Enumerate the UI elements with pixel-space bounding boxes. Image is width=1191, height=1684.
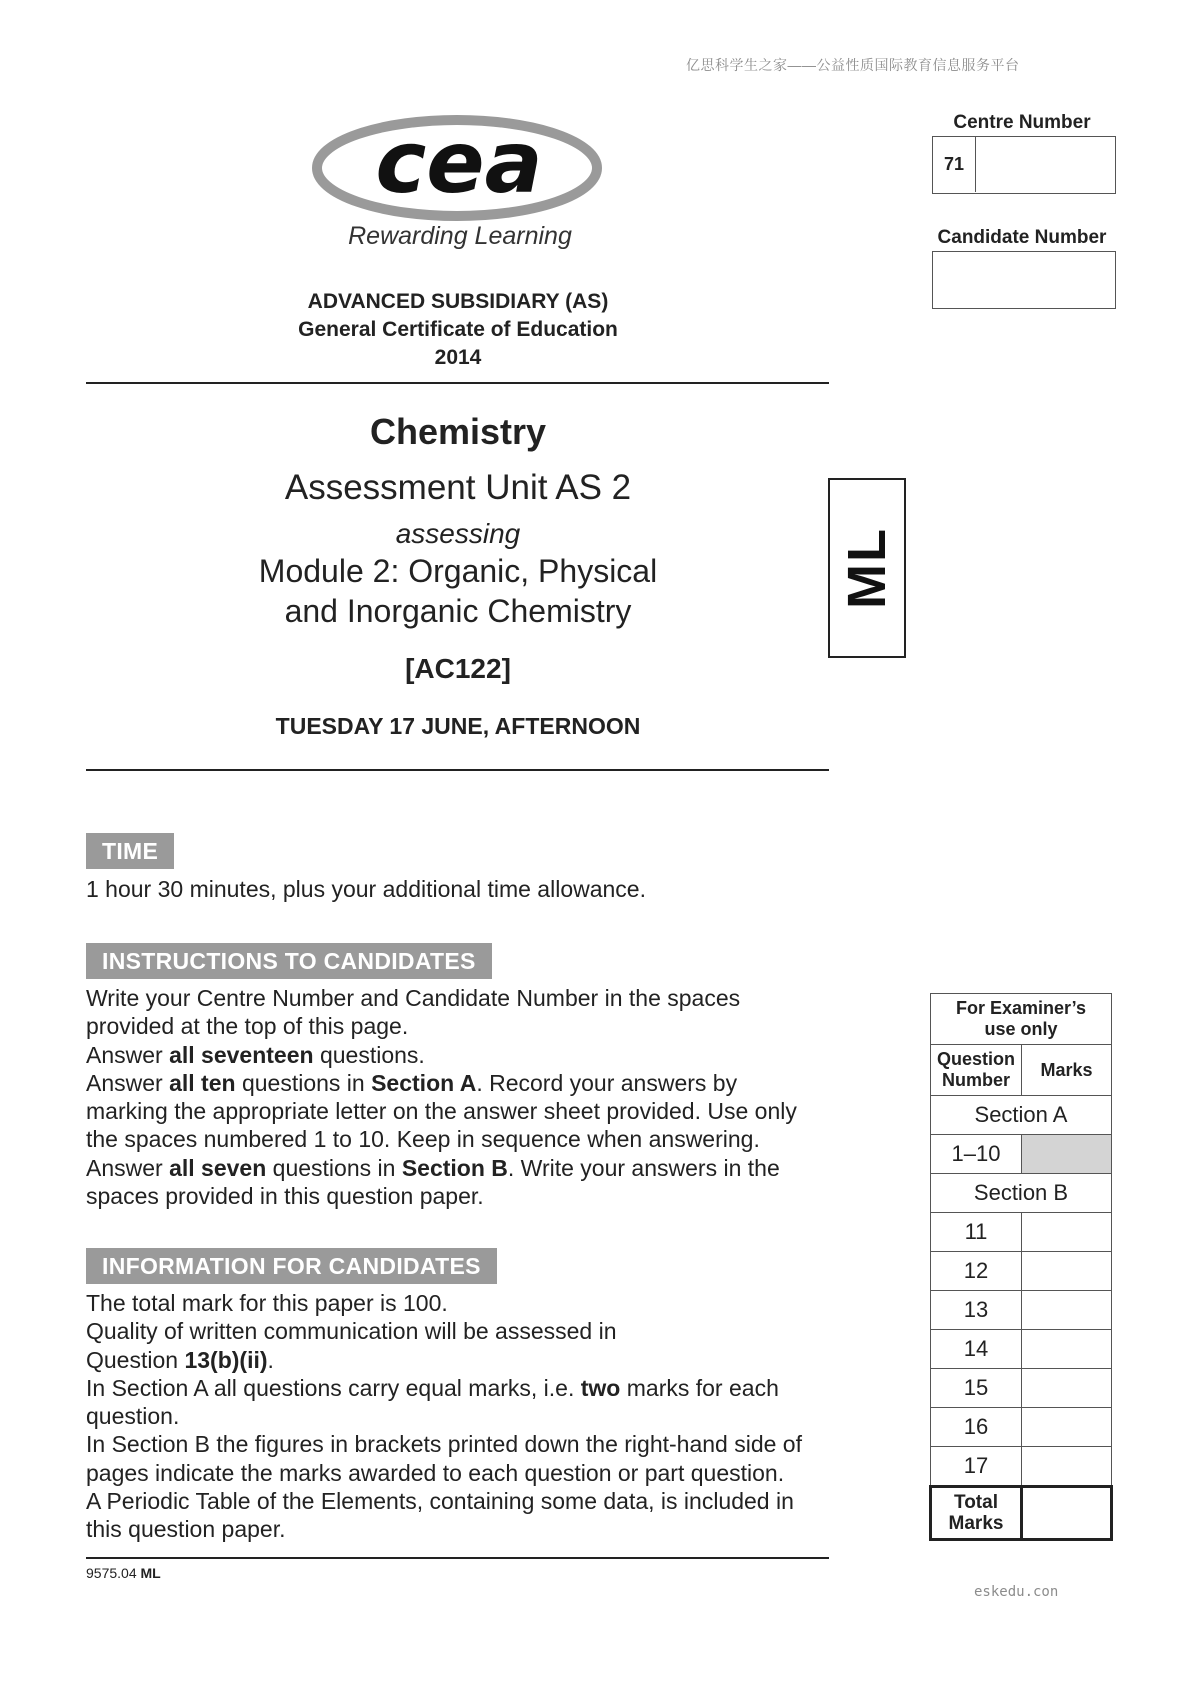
divider-top — [86, 382, 829, 384]
time-heading: TIME — [86, 833, 174, 869]
tier-mark-box — [828, 478, 906, 658]
marks-cell[interactable] — [1022, 1447, 1112, 1487]
total-marks-cell[interactable] — [1022, 1487, 1112, 1540]
information-heading: INFORMATION FOR CANDIDATES — [86, 1248, 497, 1284]
marks-cell[interactable] — [1022, 1408, 1112, 1447]
section-a-range: 1–10 — [931, 1135, 1022, 1174]
centre-number-prefix: 71 — [932, 136, 976, 192]
question-number: 14 — [931, 1330, 1022, 1369]
subject-title: Chemistry — [369, 411, 547, 452]
logo-text: cea — [375, 113, 543, 213]
examiner-table — [929, 993, 1113, 1541]
column-marks: Marks — [1022, 1045, 1112, 1096]
section-a-marks-cell — [1022, 1135, 1112, 1174]
examiner-title: For Examiner’s use only — [931, 994, 1112, 1045]
candidate-number-label: Candidate Number — [937, 227, 1107, 248]
divider-middle — [86, 769, 829, 771]
question-number: 15 — [931, 1369, 1022, 1408]
instruction-line: Answer all ten questions in Section A. Record your answers by — [86, 1069, 738, 1096]
instructions-heading: INSTRUCTIONS TO CANDIDATES — [86, 943, 492, 979]
information-line: A Periodic Table of the Elements, containing some data, is included in — [86, 1488, 794, 1515]
watermark-top: 亿思科学生之家——公益性质国际教育信息服务平台 — [686, 57, 1020, 73]
information-line: Quality of written communication will be assessed in — [86, 1318, 617, 1345]
marks-cell[interactable] — [1022, 1213, 1112, 1252]
total-marks-label: Total Marks — [931, 1487, 1022, 1540]
question-number: 11 — [931, 1213, 1022, 1252]
instruction-line: spaces provided in this question paper. — [86, 1183, 484, 1210]
question-number: 12 — [931, 1252, 1022, 1291]
qualification-year: 2014 — [434, 346, 482, 369]
column-question-number: Question Number — [931, 1045, 1022, 1096]
instruction-line: Write your Centre Number and Candidate Number in the spaces — [86, 985, 741, 1011]
module-line-1: Module 2: Organic, Physical — [258, 553, 658, 589]
information-line: pages indicate the marks awarded to each question or part question. — [86, 1459, 785, 1486]
instruction-line: marking the appropriate letter on the answer sheet provided. Use only — [86, 1098, 797, 1125]
information-line: In Section A all questions carry equal marks, i.e. two marks for each — [86, 1374, 779, 1401]
instruction-line: Answer all seventeen questions. — [86, 1041, 425, 1068]
exam-date: TUESDAY 17 JUNE, AFTERNOON — [275, 713, 641, 739]
paper-code: [AC122] — [405, 653, 511, 684]
assessing-label: assessing — [395, 518, 521, 549]
assessment-unit: Assessment Unit AS 2 — [284, 468, 632, 507]
information-line: Question 13(b)(ii). — [86, 1346, 274, 1373]
question-number: 13 — [931, 1291, 1022, 1330]
qualification-name: General Certificate of Education — [298, 318, 618, 341]
marks-cell[interactable] — [1022, 1369, 1112, 1408]
marks-cell[interactable] — [1022, 1291, 1112, 1330]
instructions-body — [86, 984, 846, 1210]
marks-cell[interactable] — [1022, 1330, 1112, 1369]
tier-mark: ML — [837, 527, 897, 609]
divider-bottom — [86, 1557, 829, 1559]
qualification-level: ADVANCED SUBSIDIARY (AS) — [307, 290, 609, 313]
watermark-bottom: eskedu.con — [974, 1584, 1059, 1600]
section-b-row: Section B — [931, 1174, 1112, 1213]
module-line-2: and Inorganic Chemistry — [284, 593, 632, 629]
question-number: 16 — [931, 1408, 1022, 1447]
candidate-number-field[interactable] — [932, 251, 1116, 309]
cea-logo — [312, 112, 602, 224]
information-body — [86, 1289, 846, 1544]
centre-number-label: Centre Number — [953, 112, 1091, 133]
instruction-line: provided at the top of this page. — [86, 1013, 409, 1040]
marks-cell[interactable] — [1022, 1252, 1112, 1291]
logo-tagline: Rewarding Learning — [348, 222, 572, 250]
question-number: 17 — [931, 1447, 1022, 1487]
information-line: this question paper. — [86, 1516, 286, 1543]
time-text: 1 hour 30 minutes, plus your additional time allowance. — [86, 876, 646, 902]
instruction-line: the spaces numbered 1 to 10. Keep in sequence when answering. — [86, 1126, 760, 1153]
information-line: The total mark for this paper is 100. — [86, 1290, 448, 1316]
information-line: question. — [86, 1403, 180, 1430]
footer-code: 9575.04 ML — [86, 1565, 161, 1581]
information-line: In Section B the figures in brackets printed down the right-hand side of — [86, 1431, 802, 1458]
instruction-line: Answer all seven questions in Section B. Write your answers in the — [86, 1154, 780, 1181]
section-a-row: Section A — [931, 1096, 1112, 1135]
